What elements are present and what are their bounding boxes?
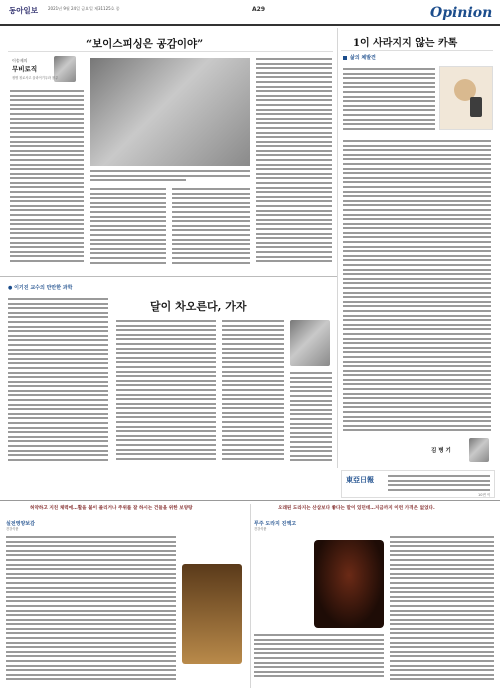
ad-left[interactable] <box>6 504 246 688</box>
publisher-box <box>341 470 495 498</box>
page-footer-note: 10면 이 <box>478 493 491 497</box>
column2-subhead-marker <box>343 56 347 60</box>
ad-right-brand-sub: 건강식품 <box>254 527 267 531</box>
column3-body-b <box>116 320 216 466</box>
ad-left-body <box>6 536 176 686</box>
ad-left-brand: 실전영양보감 <box>6 521 35 527</box>
ad-right-headline: 오래된 도라지는 산삼보다 좋다는 말이 있던데…지금까지 이런 가격은 없었다. <box>278 506 435 511</box>
column2-illustration <box>439 66 493 130</box>
masthead-rule <box>0 24 500 26</box>
ad-right-product-image <box>314 540 384 628</box>
column2-body-b <box>343 140 491 444</box>
ad-right[interactable] <box>254 504 494 688</box>
column-bipap <box>8 28 333 273</box>
section-title: Opinion <box>430 5 493 21</box>
column-science <box>8 280 333 468</box>
column3-author-photo <box>290 320 330 366</box>
column2-headline: 1이 사라지지 않는 카톡 <box>353 38 458 49</box>
masthead <box>0 0 500 24</box>
column1-body-c <box>172 188 250 270</box>
ad-top-rule <box>0 500 500 501</box>
column3-kicker: ● 이기진 교수의 만만한 과학 <box>8 285 73 291</box>
column3-body-a <box>8 298 108 466</box>
column3-headline: 달이 차오른다, 가자 <box>150 300 247 313</box>
column2-body-a <box>343 68 435 136</box>
column1-body-b <box>90 188 166 270</box>
column1-headline: “보이스피싱은 공감이야” <box>86 38 204 50</box>
author-caption: 정명 칭로사고 올라이기우라 찰주 <box>12 76 59 80</box>
ad-right-body-lower <box>254 634 384 686</box>
ad-left-headline: 허약하고 지친 체력에…활을 불이 졸리거나 주위를 잘 하시는 건들을 위한 보양탕 <box>30 506 193 511</box>
page-number: A29 <box>252 6 265 13</box>
column1-body-a <box>10 90 84 270</box>
author-prefix: 이송제의 <box>12 58 28 63</box>
column2-rule <box>341 50 493 51</box>
illustration-phone <box>470 97 482 117</box>
ad-right-brand: 푸주 도라지 진액고 <box>254 521 297 527</box>
ad-right-body <box>390 536 494 686</box>
column2-byline: 김 병 기 <box>431 448 451 454</box>
column2-subhead: 삶의 체발견 <box>350 55 376 61</box>
column1-rule <box>8 51 333 52</box>
ad-divider <box>250 504 251 688</box>
column1-photo <box>90 58 250 166</box>
column-kakao <box>341 28 493 468</box>
column3-body-c <box>222 320 284 466</box>
column1-photo-caption <box>90 170 250 184</box>
column2-author-photo <box>469 438 489 462</box>
dateline: 2021년 9월 24일 금요일 제31125호 종 <box>48 6 120 11</box>
column3-body-d <box>290 372 332 466</box>
publisher-info <box>388 475 490 495</box>
author-name: 무비로직 <box>12 65 38 73</box>
mid-rule <box>0 276 337 277</box>
ad-left-brand-sub: 건강식품 <box>6 527 19 531</box>
column-divider <box>337 28 338 468</box>
column1-body-d <box>256 58 332 270</box>
paper-name: 동아일보 <box>9 6 38 15</box>
publisher-logo: 東亞日報 <box>346 475 374 484</box>
ad-left-product-image <box>182 564 242 664</box>
